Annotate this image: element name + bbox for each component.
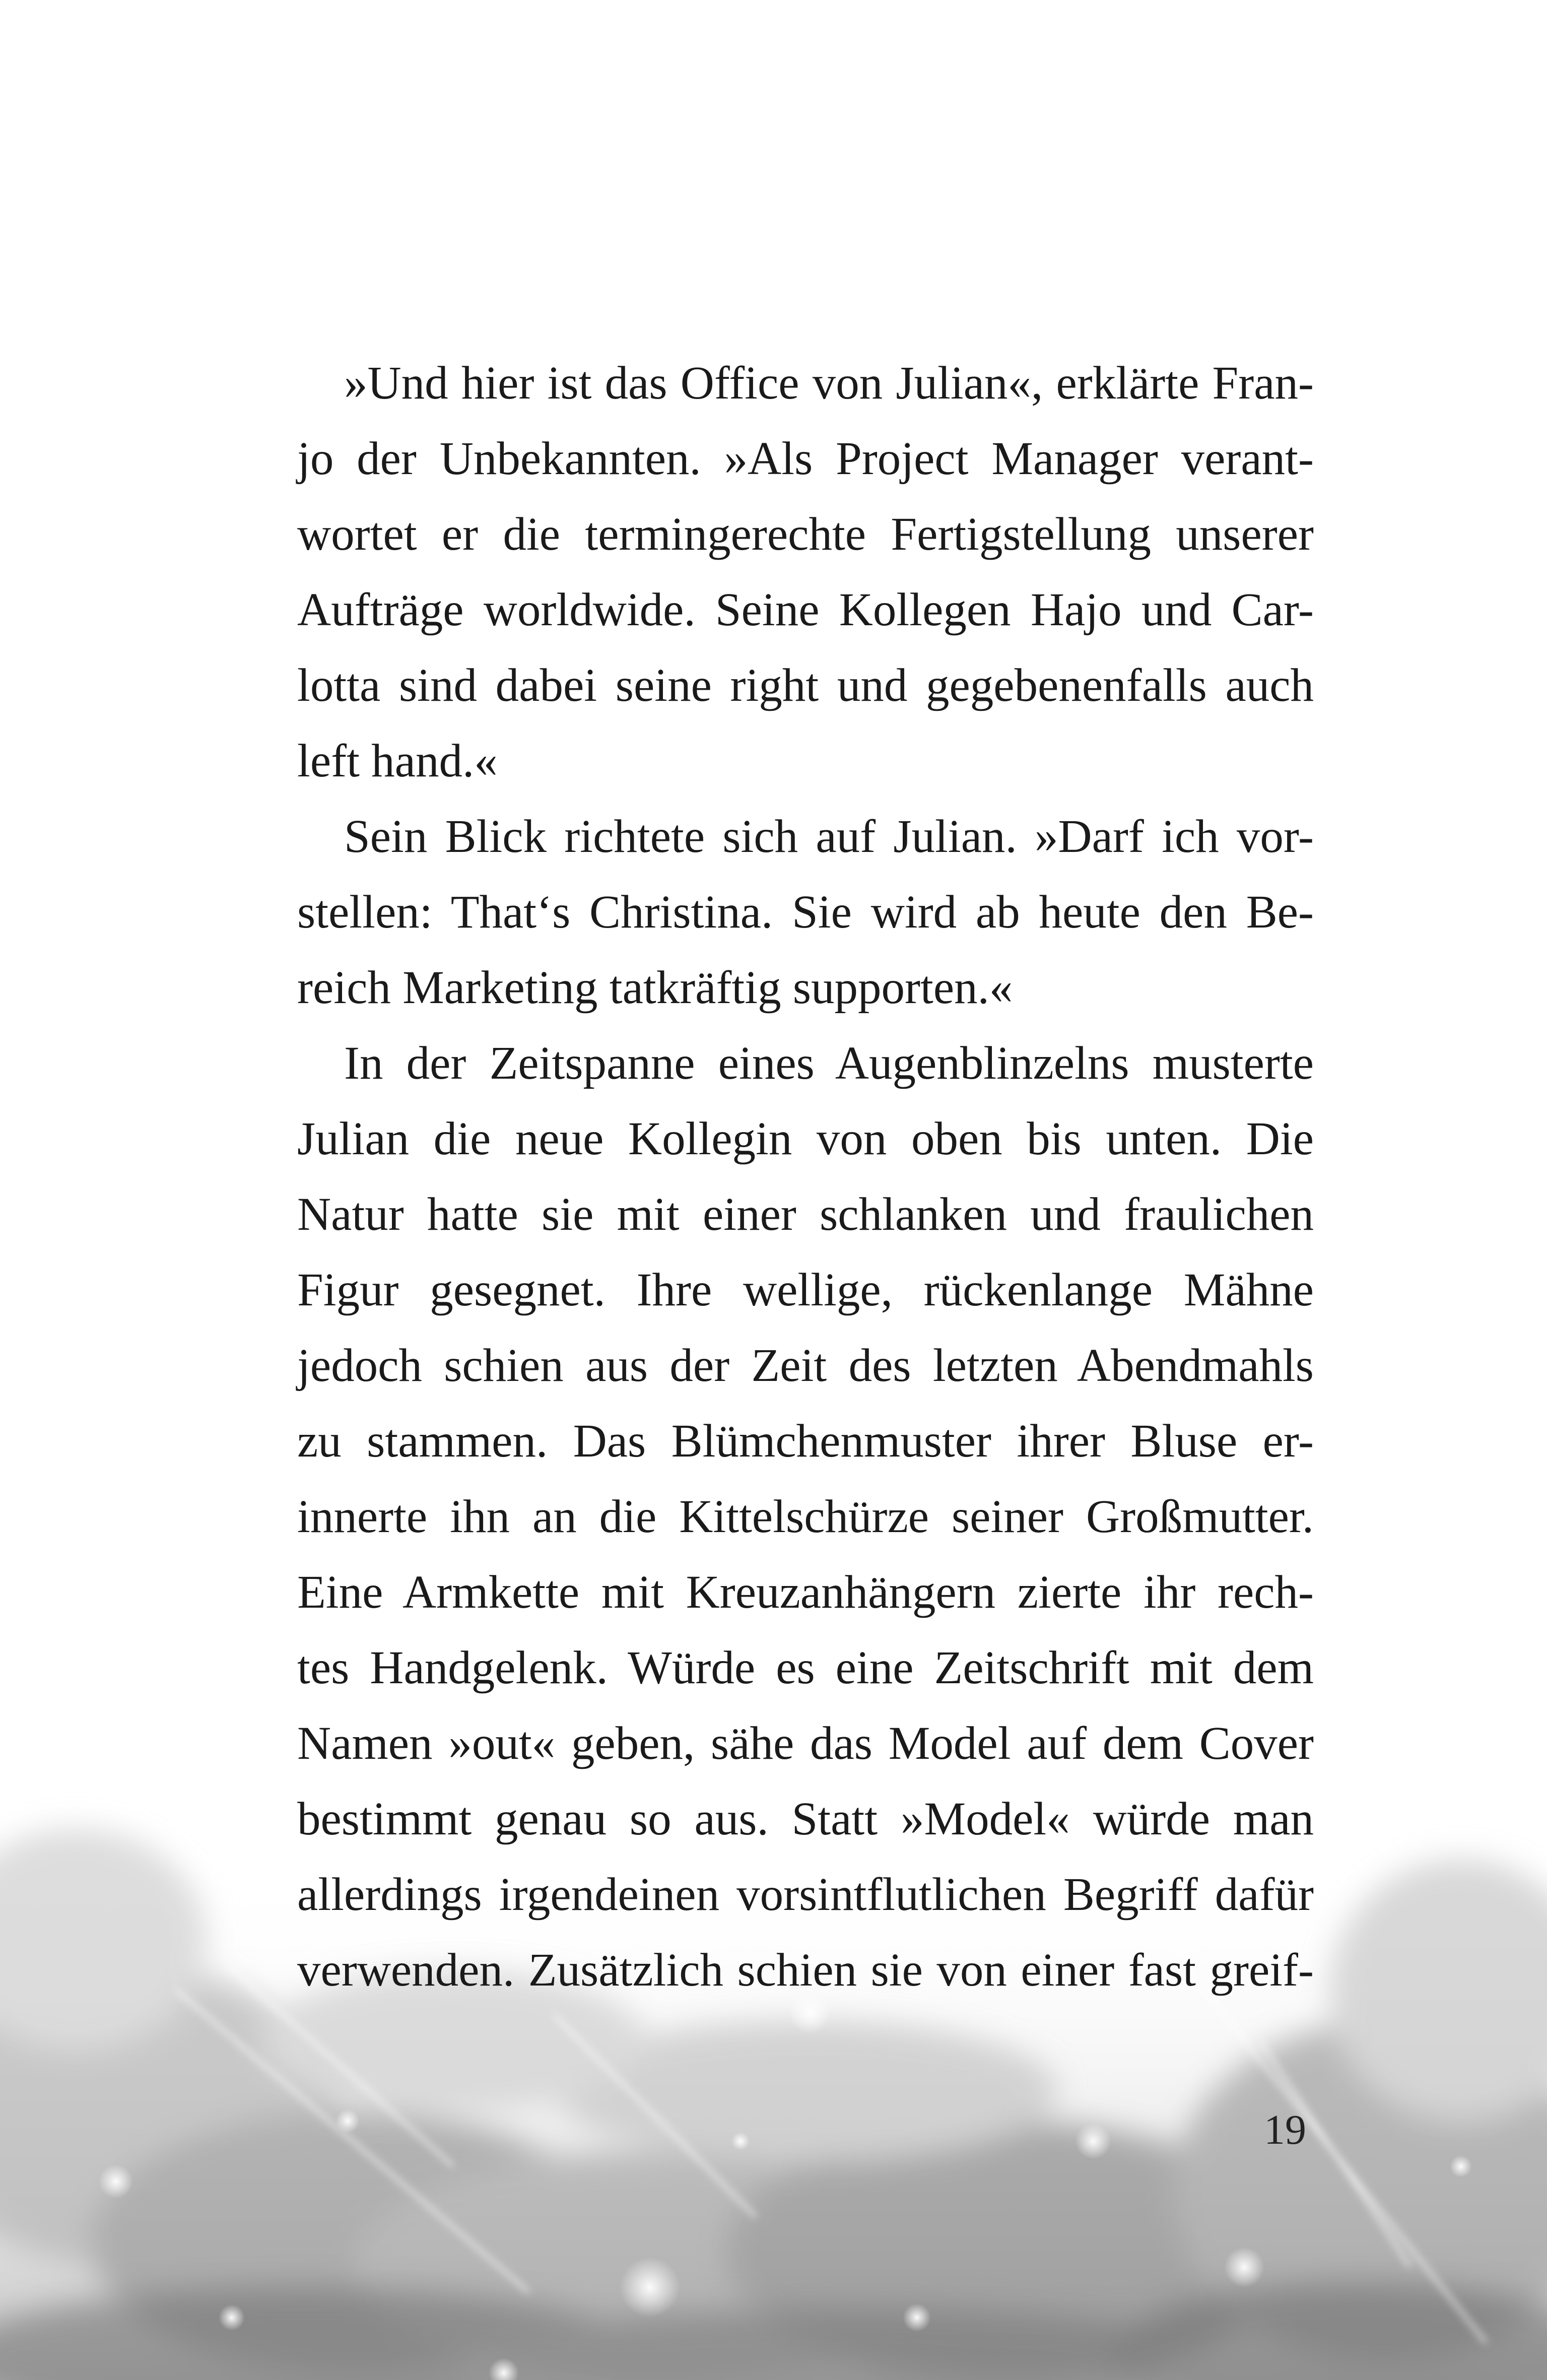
- text-line: jedoch schien aus der Zeit des letzten Abendmahls: [297, 1340, 1314, 1392]
- text-line: Namen »out« geben, sähe das Model auf dem Cover: [297, 1717, 1314, 1769]
- page-number: 19: [1264, 2106, 1306, 2153]
- text-line: verwenden. Zusätzlich schien sie von einer fast greif-: [297, 1944, 1314, 1996]
- text-line: left hand.«: [297, 735, 498, 787]
- text-line: Natur hatte sie mit einer schlanken und fraulichen: [297, 1188, 1314, 1240]
- body-text: [297, 346, 1314, 2008]
- text-line: tes Handgelenk. Würde es eine Zeitschrift mit dem: [297, 1642, 1314, 1694]
- text-line: innerte ihn an die Kittelschürze seiner Großmutter.: [297, 1491, 1314, 1543]
- text-line: Sein Blick richtete sich auf Julian. »Darf ich vor-: [344, 811, 1314, 863]
- text-line: Figur gesegnet. Ihre wellige, rückenlange Mähne: [297, 1264, 1314, 1316]
- text-line: Eine Armkette mit Kreuzanhängern zierte ihr rech-: [297, 1566, 1314, 1618]
- text-line: bestimmt genau so aus. Statt »Model« würde man: [297, 1793, 1314, 1845]
- text-line: wortet er die termingerechte Fertigstellung unserer: [297, 508, 1314, 560]
- text-line: lotta sind dabei seine right und gegebenenfalls auch: [297, 659, 1314, 711]
- text-line: jo der Unbekannten. »Als Project Manager verant-: [297, 433, 1314, 485]
- text-line: Julian die neue Kollegin von oben bis unten. Die: [297, 1113, 1314, 1165]
- text-line: stellen: That‘s Christina. Sie wird ab heute den Be-: [297, 886, 1314, 938]
- text-line: In der Zeitspanne eines Augenblinzelns musterte: [344, 1037, 1314, 1089]
- text-line: zu stammen. Das Blümchenmuster ihrer Bluse er-: [297, 1415, 1314, 1467]
- text-line: reich Marketing tatkräftig supporten.«: [297, 962, 1013, 1014]
- text-line: Aufträge worldwide. Seine Kollegen Hajo und Car-: [297, 584, 1314, 636]
- text-line: allerdings irgendeinen vorsintflutlichen Begriff dafür: [297, 1869, 1314, 1921]
- text-line: »Und hier ist das Office von Julian«, erklärte Fran-: [344, 357, 1314, 409]
